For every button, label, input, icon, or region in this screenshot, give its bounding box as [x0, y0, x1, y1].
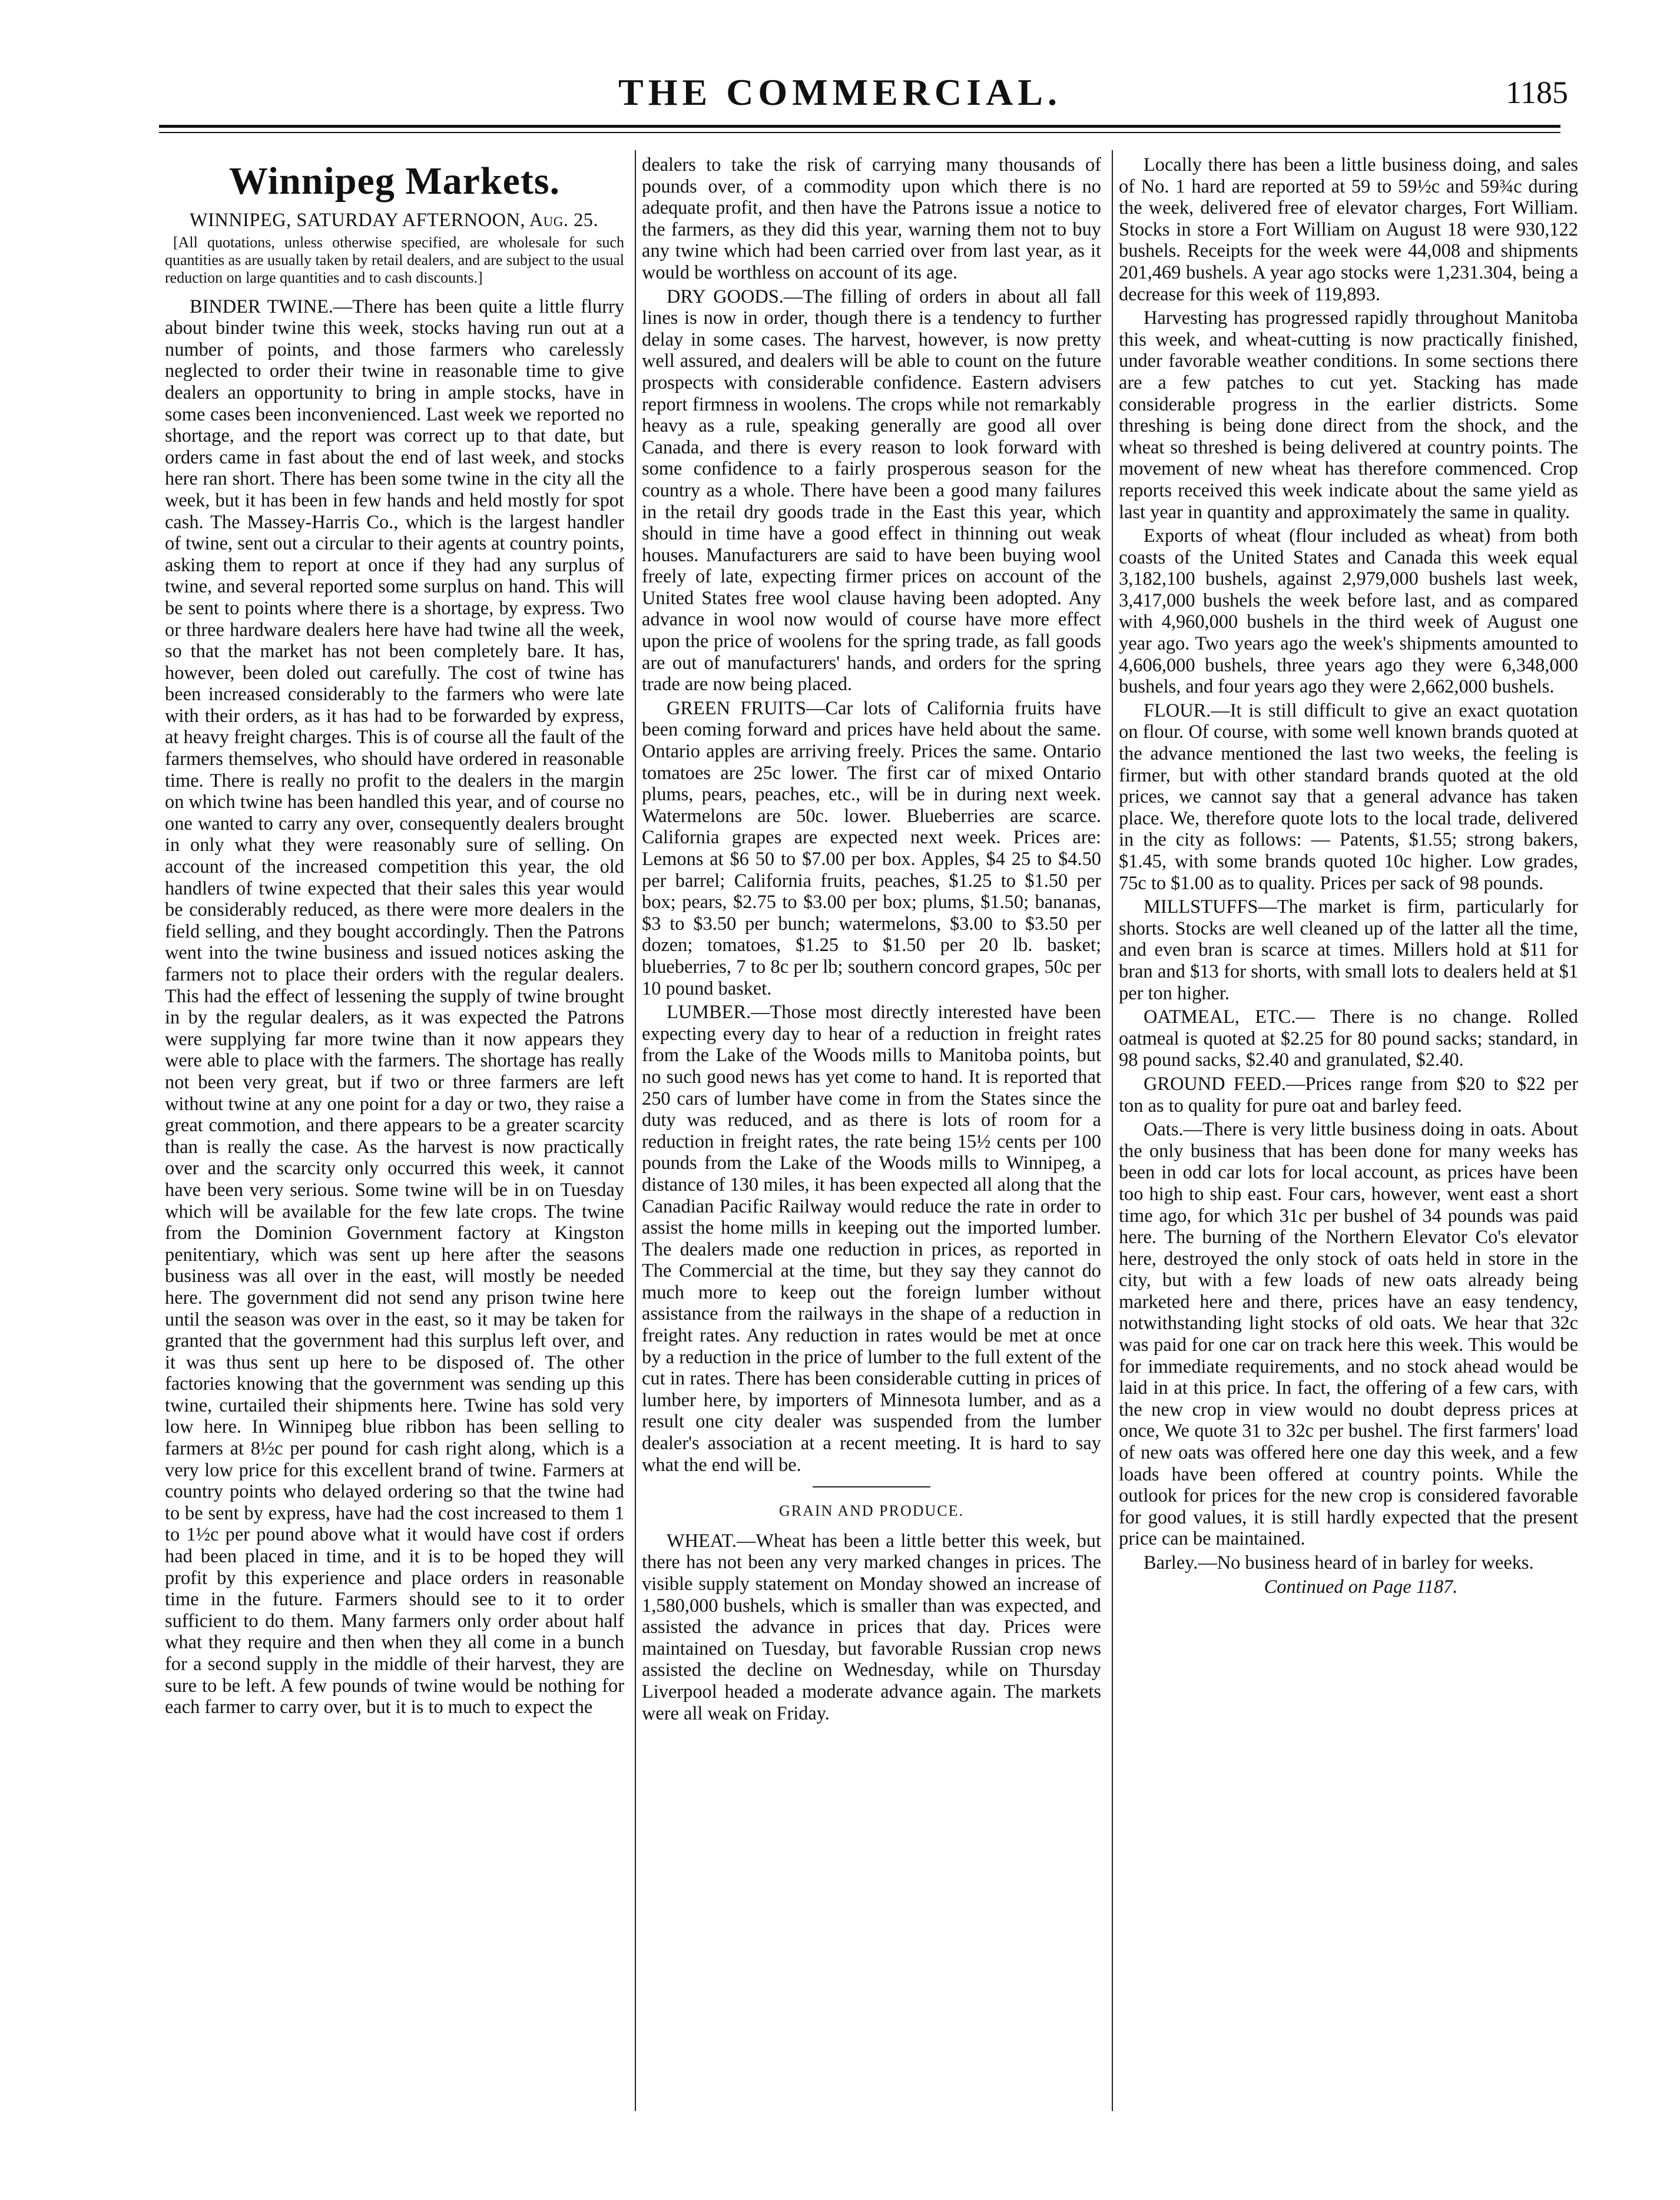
paragraph-binder-twine [165, 296, 624, 1718]
section-head: LUMBER. [667, 1002, 751, 1023]
column-divider [1112, 150, 1113, 2111]
subsection-heading: GRAIN AND PRODUCE. [778, 1502, 965, 1520]
page-number: 1185 [1506, 75, 1568, 110]
paragraph-barley: Barley.—No business heard of in barley for weeks. [1144, 1552, 1534, 1573]
section-head: DRY GOODS. [667, 286, 784, 307]
section-head: FLOUR. [1144, 700, 1211, 721]
paragraph-exports: Exports of wheat (flour included as wheat) from both coasts of the United States and Canada this week equal 3,182,100 bushels, against 2,979,000 bushels last week, 3,417,000 bushels the week before last, and as compared with 4,960,000 bushels in the third week of August one year ago. Two years ago the week's shipments amounted to 4,606,000 bushels, three years ago they were 6,348,000 bushels, and four years ago they were 2,662,000 bushels. [1119, 525, 1578, 698]
paragraph-flour [1119, 700, 1578, 894]
header-rule-thin [159, 132, 1560, 133]
masthead [0, 71, 1680, 118]
paragraph-text: —Car lots of California fruits have been coming forward and prices have held about the same. Ontario apples are arriving freely. Prices the same. Ontario tomatoes are 25c lower. The first car of mixed Ontario plums, pears, peaches, etc., will be in during next week. Watermelons are 50c. lower. Blueberries are scarce. California grapes are expected next week. Prices are: Lemons at $6 50 to $7.00 per box. Apples, $4 25 to $4.50 per barrel; California fruits, peaches, $1.25 to $1.50 per box; pears, $2.75 to $3.00 per box; plums, $1.50; bananas, $3 to $3.50 per bunch; watermelons, $3.00 to $3.50 per dozen; tomatoes, $1.25 to $1.50 per 20 lb. basket; blueberries, 7 to 8c per lb; southern concord grapes, 50c per 10 pound basket. [642, 697, 1101, 999]
column-1 [165, 154, 624, 2115]
section-head: OATMEAL, ETC. [1144, 1006, 1296, 1028]
paragraph-text: —Prices range from $20 to $22 per ton as to quality for pure oat and barley feed. [1119, 1073, 1578, 1116]
paragraph-oatmeal [1119, 1006, 1578, 1071]
article-dateline: WINNIPEG, SATURDAY AFTERNOON, Aug. 25. [190, 210, 599, 231]
quotation-note: [All quotations, unless otherwise specified, are wholesale for such quantities as are usually taken by retail dealers, and are subject to the usual reduction on large quantities and to cash discounts.] [165, 233, 624, 286]
column-divider [635, 150, 636, 2111]
continued-notice: Continued on Page 1187. [1264, 1576, 1458, 1598]
paragraph-ground-feed [1119, 1074, 1578, 1116]
column-3 [1119, 154, 1578, 2115]
section-head: MILLSTUFFS [1144, 896, 1258, 918]
paragraph-text: — There is no change. Rolled oatmeal is quoted at $2.25 for 80 pound sacks; standard, in 98 pound sacks, $2.40 and granulated, $2.40. [1119, 1006, 1578, 1071]
section-head: GROUND FEED. [1144, 1073, 1286, 1095]
paragraph-harvesting: Harvesting has progressed rapidly throughout Manitoba this week, and wheat-cutting is now practically finished, under favorable weather conditions. In some sections there are a few patches to cut yet. Stacking has made considerable progress in the earlier districts. Some threshing is being done direct from the shock, and the wheat so threshed is being delivered at country points. The movement of new wheat has therefore commenced. Crop reports received this week indicate about the same yield as last year in quantity and approximately the same in quality. [1119, 307, 1578, 523]
paragraph-local-wheat: Locally there has been a little business doing, and sales of No. 1 hard are reported at 59 to 59½c and 59¾c during the week, delivered free of elevator charges, Fort William. Stocks in store a Fort William on August 18 were 930,122 bushels. Receipts for the week were 44,008 and shipments 201,469 bushels. A year ago stocks were 1,231.304, being a decrease for this week of 119,893. [1119, 154, 1578, 305]
paragraph-text: —It is still difficult to give an exact quotation on flour. Of course, with some well known brands quoted at the advance mentioned the last two weeks, the feeling is firmer, but with other standard brands quoted at the old prices, we cannot say that a general advance has taken place. We, therefore quote lots to the local trade, delivered in the city as follows: — Patents, $1.55; strong bakers, $1.45, with some brands quoted 10c higher. Low grades, 75c to $1.00 as to quality. Prices per sack of 98 pounds. [1119, 700, 1578, 894]
paragraph-text: —There has been quite a little flurry about binder twine this week, stocks having run out at a number of points, and those farmers who carelessly neglected to order their twine in reasonable time to give dealers an opportunity to bring in ample stocks, have in some cases been inconvenienced. Last week we reported no shortage, and the report was correct up to that date, but orders came in fast about the end of last week, and stocks here ran short. There has been some twine in the city all the week, but it has been in few hands and held mostly for spot cash. The Massey-Harris Co., which is the largest handler of twine, sent out a circular to their agents at country points, asking them to report at once if they had any surplus of twine, and several reported some surplus on hand. This will be sent to points where there is a shortage, by express. Two or three hardware dealers here have had twine all the week, so that the market has not been completely bare. It has, however, been doled out carefully. The cost of twine has been increased considerably to the farmers who were late with their orders, as it has had to be forwarded by express, at heavy freight charges. This is of course all the fault of the farmers themselves, who should have ordered in reasonable time. There is really no profit to the dealers in the margin on which twine has been handled this year, and of course no one wanted to carry any over, consequently dealers brought in only what they were reasonably sure of selling. On account of the increased competition this year, the old handlers of twine expected that their sales this year would be considerably reduced, as there were more dealers in the field selling, and they bought accordingly. Then the Patrons went into the twine business and issued notices asking the farmers not to place their orders with the regular dealers. This had the effect of lessening the supply of twine brought in by the regular dealers, as it was expected the Patrons were supplying far more twine than it now appears they were able to place with the farmers. The shortage has really not been very great, but if two or three farmers are left without twine at any one point for a day or two, they raise a great commotion, and there appears to be a greater scarcity than is really the case. As the harvest is now practically over and the scarcity only occurred this week, it cannot have been very serious. Some twine will be in on Tuesday which will be available for the few late crops. The twine from the Dominion Government factory at Kingston penitentiary, which was sent up here after the seasons business was all over in the east, will mostly be needed here. The government did not send any prison twine here until the season was over in the east, so it may be taken for granted that the government had this surplus left over, and it was thus sent up here to be disposed of. The other factories knowing that the government was sending up this twine, curtailed their shipments here. Twine has sold very low here. In Winnipeg blue ribbon has been selling to farmers at 8½c per pound for cash right along, which is a very low price for this excellent brand of twine. Farmers at country points who delayed ordering so that the twine had to be sent by express, have had the cost increased to them 1 to 1½c per pound above what it would have cost if orders had been placed in time, and it is to be hoped they will profit by this experience and place orders in reasonable time in the future. Farmers should see to it to order sufficient to do them. Many farmers only order about half what they require and then when they all come in a bunch for a second supply in the middle of their harvest, they are sure to be left. A few pounds of twine would be nothing for each farmer to carry over, but it is to much to expect the [165, 296, 624, 1718]
paragraph-text: —The filling of orders in about all fall lines is now in order, though there is a tendency to further delay in some cases. The harvest, however, is now pretty well assured, and dealers will be able to count on the future prospects with considerable confidence. Eastern advisers report firmness in woolens. The crops while not remarkably heavy as a rule, speaking generally are good all over Canada, and there is every reason to look forward with some confidence to a fairly prosperous season for the country as a whole. There have been a good many failures in the retail dry goods trade in the East this year, which should in time have a good effect in thinning out weak houses. Manufacturers are said to have been buying wool freely of late, expecting firmer prices on account of the United States free wool clause having been adopted. Any advance in wool now would of course have more effect upon the price of woolens for the spring trade, as fall goods are out of manufacturers' hands, and orders for the spring trade are now being placed. [642, 286, 1101, 695]
section-rule [813, 1486, 930, 1487]
section-head: GREEN FRUITS [667, 697, 806, 719]
paragraph-text: —Wheat has been a little better this week, but there has not been any very marked changes in prices. The visible supply statement on Monday showed an increase of 1,580,000 bushels, which is smaller than was expected, and assisted the advance in prices that day. Prices were maintained on Tuesday, but favorable Russian crop news assisted the decline on Wednesday, while on Thursday Liverpool headed a moderate advance again. The markets were all weak on Friday. [642, 1530, 1101, 1724]
paragraph-wheat [642, 1530, 1101, 1724]
paragraph-text: —Those most directly interested have been expecting every day to hear of a reduction in freight rates from the Lake of the Woods mills to Manitoba points, but no such good news has yet come to hand. It is reported that 250 cars of lumber have come in from the States since the duty was reduced, and as there is lots of room for a reduction in freight rates, the rate being 15½ cents per 100 pounds from the Lake of the Woods mills to Winnipeg, a distance of 130 miles, it has been expected all along that the Canadian Pacific Railway would reduce the rate in order to assist the home mills in keeping out the imported lumber. The dealers made one reduction in prices, as reported in The Commercial at the time, but they say they cannot do much more to keep out the foreign lumber without assistance from the railways in the shape of a reduction in freight rates. Any reduction in rates would be met at once by a reduction in the price of lumber to the full extent of the cut in rates. There has been considerable cutting in prices of lumber here, by importers of Minnesota lumber, and as a result one city dealer was suspended from the lumber dealer's association at a recent meeting. It is hard to say what the end will be. [642, 1002, 1101, 1476]
paragraph-dry-goods [642, 286, 1101, 695]
paragraph-text: —The market is firm, particularly for shorts. Stocks are well cleaned up of the latter all the time, and even bran is scarce at times. Millers hold at $11 for bran and $13 for shorts, with small lots to dealers held at $1 per ton higher. [1119, 896, 1578, 1004]
paragraph-green-fruits [642, 698, 1101, 999]
header-rule-thick [159, 125, 1560, 128]
column-2 [642, 154, 1101, 2115]
paragraph-lumber [642, 1002, 1101, 1476]
paragraph-twine-continued: dealers to take the risk of carrying many thousands of pounds over, of a commodity upon which there is no adequate profit, and then have the Patrons issue a notice to the farmers, as they did this year, warning them not to buy any twine which had been carried over from last year, as it would be worthless on account of its age. [642, 154, 1101, 283]
article-headline: Winnipeg Markets. [228, 160, 561, 203]
newspaper-title: THE COMMERCIAL. [618, 71, 1062, 113]
section-head: WHEAT. [667, 1530, 737, 1552]
section-head: BINDER TWINE. [190, 296, 333, 317]
paragraph-millstuffs [1119, 896, 1578, 1004]
paragraph-oats: Oats.—There is very little business doing in oats. About the only business that has been done for many weeks has been in odd car lots for local account, as prices have been too high to ship east. Four cars, however, went east a short time ago, for which 31c per bushel of 34 pounds was paid here. The burning of the Northern Elevator Co's elevator here, destroyed the only stock of oats held in store in the city, but with a few loads of new oats already being marketed here and there, prices have an easy tendency, notwithstanding light stocks of old oats. We hear that 32c was paid for one car on track here this week. This would be for immediate requirements, and no stock ahead would be laid in at this price. In fact, the offering of a few cars, with the new crop in view would no doubt depress prices at once, We quote 31 to 32c per bushel. The first farmers' load of new oats was offered here one day this week, and a few loads have been offered at country points. While the outlook for prices for the new crop is considered favorable for good values, it is still hardly expected that the present price can be maintained. [1119, 1119, 1578, 1550]
